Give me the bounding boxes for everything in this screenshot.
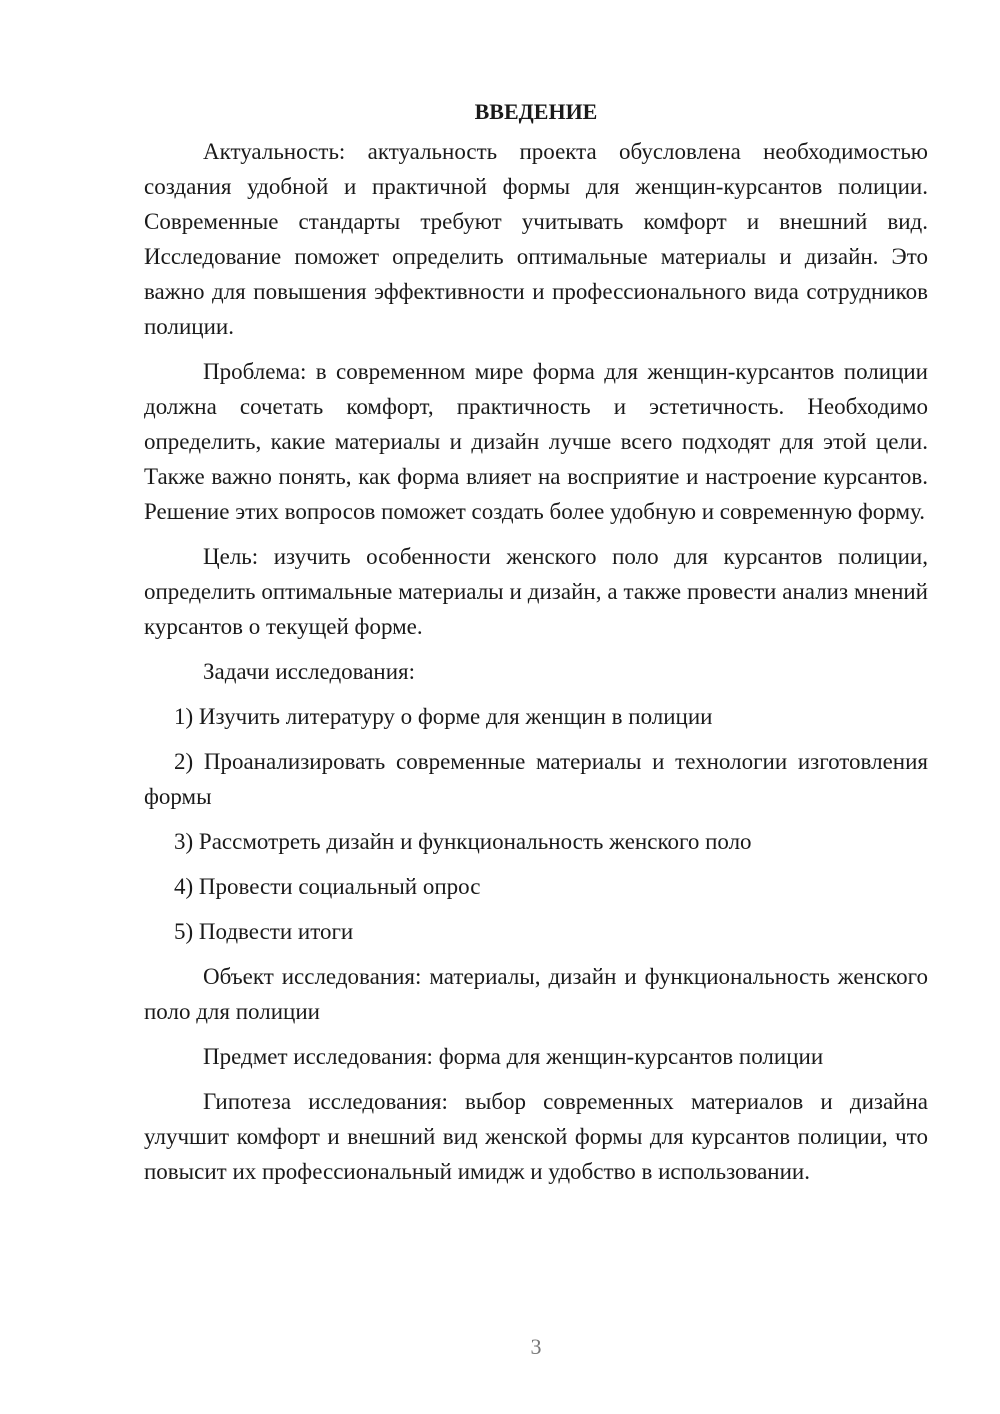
goal-paragraph: Цель: изучить особенности женского поло для курсантов полиции, определить оптимальные материалы и дизайн, а также провести анализ мнений курсантов о текущей форме.	[144, 544, 928, 639]
subject-paragraph: Предмет исследования: форма для женщин-курсантов полиции	[203, 1044, 824, 1069]
task-item-2: 2) Проанализировать современные материалы и технологии изготовления формы	[144, 749, 928, 809]
page-number: 3	[530, 1334, 542, 1359]
hypothesis-paragraph: Гипотеза исследования: выбор современных материалов и дизайна улучшит комфорт и внешний вид женской формы для курсантов полиции, что повысит их профессиональный имидж и удобство в использовании.	[144, 1089, 928, 1184]
task-item-3: 3) Рассмотреть дизайн и функциональность женского поло	[174, 829, 752, 854]
relevance-paragraph: Актуальность: актуальность проекта обусловлена необходимостью создания удобной и практичной формы для женщин-курсантов полиции. Современные стандарты требуют учитывать комфорт и внешний вид. Исследование поможет определить оптимальные материалы и дизайн. Это важно для повышения эффективности и профессионального вида сотрудников полиции.	[144, 139, 928, 339]
section-heading: ВВЕДЕНИЕ	[474, 99, 598, 124]
task-item-5: 5) Подвести итоги	[174, 919, 354, 944]
object-paragraph: Объект исследования: материалы, дизайн и функциональность женского поло для полиции	[144, 964, 928, 1024]
task-item-1: 1) Изучить литературу о форме для женщин в полиции	[174, 704, 713, 729]
task-item-4: 4) Провести социальный опрос	[174, 874, 481, 899]
tasks-heading: Задачи исследования:	[203, 659, 416, 684]
problem-paragraph: Проблема: в современном мире форма для женщин-курсантов полиции должна сочетать комфорт, практичность и эстетичность. Необходимо определить, какие материалы и дизайн лучше всего подходят для этой цели. Также важно понять, как форма влияет на восприятие и настроение курсантов. Решение этих вопросов поможет создать более удобную и современную форму.	[144, 359, 928, 524]
page-content	[144, 96, 928, 1199]
